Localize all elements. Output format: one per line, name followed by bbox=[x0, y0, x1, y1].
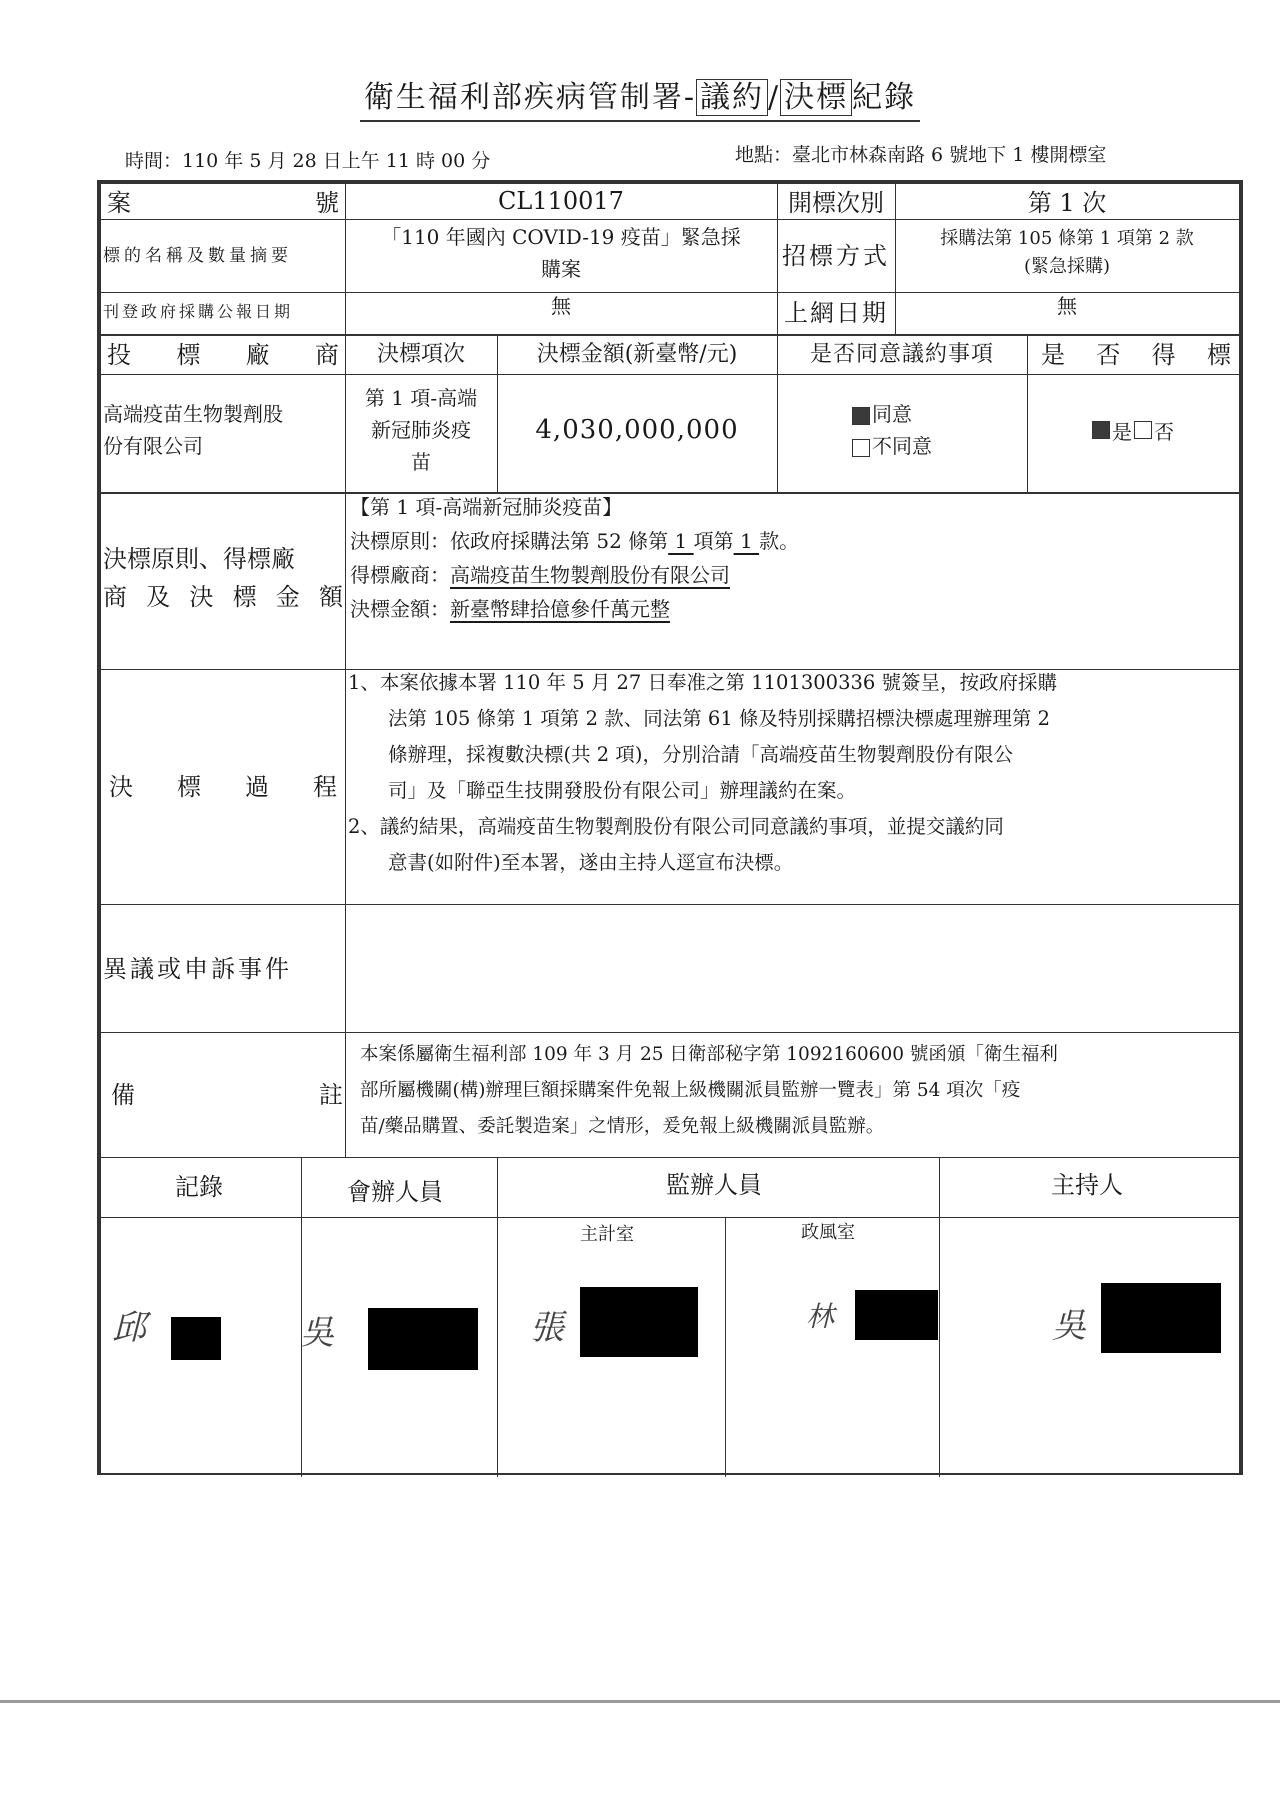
signature-header-supervisor: 監辦人員 bbox=[666, 1170, 762, 1199]
label-char: 額 bbox=[318, 583, 343, 611]
amount-prefix: 決標金額： bbox=[350, 597, 450, 621]
label-char: 決 bbox=[109, 772, 133, 801]
disagree-option[interactable] bbox=[852, 430, 952, 462]
header-char: 投 bbox=[107, 340, 131, 369]
signature-recorder: 邱 bbox=[112, 1308, 146, 1348]
case-number-label bbox=[101, 183, 345, 218]
signature-accounting: 張 bbox=[530, 1308, 564, 1348]
award-principle-content bbox=[350, 490, 1230, 626]
label-line-2 bbox=[103, 578, 343, 616]
principle-clause-number: 1 bbox=[733, 529, 760, 553]
tender-method-line-2: (緊急採購) bbox=[1023, 256, 1111, 277]
col-header-vendor bbox=[101, 332, 345, 372]
item-line-1: 第 1 項-高端 bbox=[364, 386, 478, 410]
process-line: 2、議約結果，高端疫苗生物製劑股份有限公司同意議約事項，並提交議約同 bbox=[348, 815, 1004, 838]
subject-line-2: 購案 bbox=[541, 257, 581, 281]
winner-prefix: 得標廠商： bbox=[350, 563, 450, 587]
awarded-yes-label: 是 bbox=[1112, 419, 1132, 444]
checkbox-checked-icon[interactable] bbox=[852, 407, 870, 425]
meeting-time: 時間：110 年 5 月 28 日上午 11 時 00 分 bbox=[125, 150, 491, 172]
remarks-content bbox=[360, 1037, 1235, 1145]
header-char: 商 bbox=[314, 340, 339, 369]
label-char: 及 bbox=[146, 583, 171, 611]
label-char: 註 bbox=[319, 1081, 343, 1109]
header-char: 標 bbox=[176, 340, 201, 369]
principle-mid: 項第 bbox=[693, 529, 734, 553]
item-line-2: 新冠肺炎疫 bbox=[371, 418, 471, 442]
label-char: 過 bbox=[245, 772, 269, 801]
remarks-label bbox=[101, 1030, 345, 1155]
remarks-line: 本案係屬衛生福利部 109 年 3 月 25 日衛部秘字第 1092160600 號函頒「衛生福利 bbox=[360, 1044, 1058, 1065]
header-char: 是 bbox=[1041, 340, 1065, 369]
title-boxed-award: 決標 bbox=[780, 79, 852, 116]
gazette-date-label: 刊登政府採購公報日期 bbox=[103, 301, 294, 321]
redaction-block bbox=[171, 1317, 221, 1360]
principle-item-number: 1 bbox=[668, 529, 694, 553]
header-char: 得 bbox=[1151, 340, 1176, 369]
agree-checkbox-group bbox=[777, 372, 1027, 488]
table-row-vendor bbox=[103, 372, 343, 488]
principle-prefix: 決標原則：依政府採購法第 52 條第 bbox=[350, 529, 669, 553]
redaction-block bbox=[580, 1287, 698, 1357]
label-line-1: 決標原則、得標廠 bbox=[103, 545, 295, 573]
col-header-awarded bbox=[1027, 332, 1239, 372]
agree-option[interactable] bbox=[852, 398, 952, 430]
col-header-amount: 決標金額(新臺幣/元) bbox=[536, 341, 738, 367]
signature-header-host: 主持人 bbox=[1051, 1170, 1123, 1199]
page-separator bbox=[0, 1700, 1280, 1703]
vendor-line-1: 高端疫苗生物製劑股 bbox=[103, 402, 283, 426]
gazette-date-value: 無 bbox=[551, 294, 571, 318]
signature-co-handler: 吳 bbox=[300, 1313, 334, 1353]
award-principle-line bbox=[350, 524, 1230, 558]
label-char: 標 bbox=[232, 583, 257, 611]
signature-header-recorder: 記錄 bbox=[175, 1172, 223, 1201]
header-char: 標 bbox=[1206, 340, 1231, 369]
label-char: 商 bbox=[103, 583, 127, 611]
online-date-label: 上網日期 bbox=[784, 298, 888, 327]
label-char: 決 bbox=[189, 583, 214, 611]
process-line: 意書(如附件)至本署，遂由主持人逕宣布決標。 bbox=[388, 851, 794, 874]
amount-text: 新臺幣肆拾億參仟萬元整 bbox=[450, 597, 670, 621]
title-boxed-negotiation: 議約 bbox=[696, 79, 768, 116]
table-row-item bbox=[345, 372, 497, 488]
process-line: 司」及「聯亞生技開發股份有限公司」辦理議約在案。 bbox=[388, 779, 857, 802]
redaction-block bbox=[855, 1290, 938, 1340]
award-process-content bbox=[348, 665, 1238, 881]
meeting-place: 地點：臺北市林森南路 6 號地下 1 樓開標室 bbox=[735, 144, 1107, 166]
case-number-value: CL110017 bbox=[498, 186, 624, 215]
col-header-item: 決標項次 bbox=[376, 341, 465, 367]
label-char: 程 bbox=[313, 772, 337, 801]
label-char: 標 bbox=[177, 772, 201, 801]
signature-subheader-accounting: 主計室 bbox=[580, 1224, 634, 1245]
subject-line-1: 「110 年國內 COVID-19 疫苗」緊急採 bbox=[381, 225, 741, 249]
redaction-block bbox=[368, 1308, 478, 1370]
protest-label: 異議或申訴事件 bbox=[103, 954, 292, 983]
award-principle-label bbox=[103, 490, 343, 666]
principle-suffix: 款。 bbox=[759, 529, 800, 553]
checkbox-empty-icon[interactable] bbox=[1134, 421, 1152, 439]
remarks-line: 部所屬機關(構)辦理巨額採購案件免報上級機關派員監辦一覽表」第 54 項次「疫 bbox=[360, 1080, 1021, 1101]
tender-method-label: 招標方式 bbox=[782, 241, 890, 270]
process-line: 條辦理，採複數決標(共 2 項)，分別洽請「高端疫苗生物製劑股份有限公 bbox=[388, 743, 1014, 766]
label-char: 金 bbox=[275, 583, 300, 611]
subject-label: 標的名稱及數量摘要 bbox=[103, 245, 292, 266]
process-line: 法第 105 條第 1 項第 2 款、同法第 61 條及特別採購招標決標處理辦理第 2 bbox=[388, 707, 1051, 730]
disagree-label: 不同意 bbox=[872, 434, 932, 458]
award-item-heading: 【第 1 項-高端新冠肺炎疫苗】 bbox=[350, 495, 623, 519]
signature-header-co-handler: 會辦人員 bbox=[347, 1177, 443, 1206]
opening-round-label: 開標次別 bbox=[788, 189, 884, 217]
checkbox-empty-icon[interactable] bbox=[852, 439, 870, 457]
label-char: 案 bbox=[107, 189, 131, 217]
award-amount-line bbox=[350, 592, 1230, 626]
title-slash: / bbox=[768, 80, 781, 115]
tender-method-line-1: 採購法第 105 條第 1 項第 2 款 bbox=[940, 228, 1194, 249]
agree-label: 同意 bbox=[872, 402, 912, 426]
award-process-label bbox=[101, 668, 345, 900]
opening-round-value: 第 1 次 bbox=[1027, 189, 1107, 217]
redaction-block bbox=[1101, 1283, 1221, 1353]
awarded-checkbox-group bbox=[1027, 372, 1239, 488]
winner-name: 高端疫苗生物製劑股份有限公司 bbox=[450, 563, 730, 587]
checkbox-checked-icon[interactable] bbox=[1092, 421, 1110, 439]
title-prefix: 衛生福利部疾病管制署- bbox=[363, 80, 697, 115]
signature-subheader-ethics: 政風室 bbox=[801, 1222, 855, 1243]
label-char: 備 bbox=[111, 1081, 135, 1109]
awarded-no-label: 否 bbox=[1154, 419, 1174, 444]
signature-host: 吳 bbox=[1052, 1306, 1086, 1346]
vendor-line-2: 份有限公司 bbox=[103, 434, 203, 458]
signature-ethics: 林 bbox=[806, 1300, 835, 1333]
item-line-3: 苗 bbox=[411, 450, 431, 474]
label-char: 號 bbox=[315, 189, 339, 217]
remarks-line: 苗/藥品購置、委託製造案」之情形，爰免報上級機關派員監辦。 bbox=[360, 1116, 885, 1137]
header-char: 否 bbox=[1096, 340, 1121, 369]
table-row-amount: 4,030,000,000 bbox=[535, 415, 739, 445]
tender-method-value bbox=[895, 217, 1239, 289]
document-title bbox=[0, 72, 1280, 122]
protest-value bbox=[345, 902, 1239, 1030]
online-date-value: 無 bbox=[1057, 294, 1077, 318]
winner-line bbox=[350, 558, 1230, 592]
title-suffix: 紀錄 bbox=[852, 80, 917, 115]
subject-value bbox=[345, 217, 777, 289]
header-char: 廠 bbox=[245, 340, 270, 369]
process-line: 1、本案依據本署 110 年 5 月 27 日奉准之第 1101300336 號簽呈，按政府採購 bbox=[348, 671, 1057, 694]
col-header-agree: 是否同意議約事項 bbox=[809, 341, 994, 367]
